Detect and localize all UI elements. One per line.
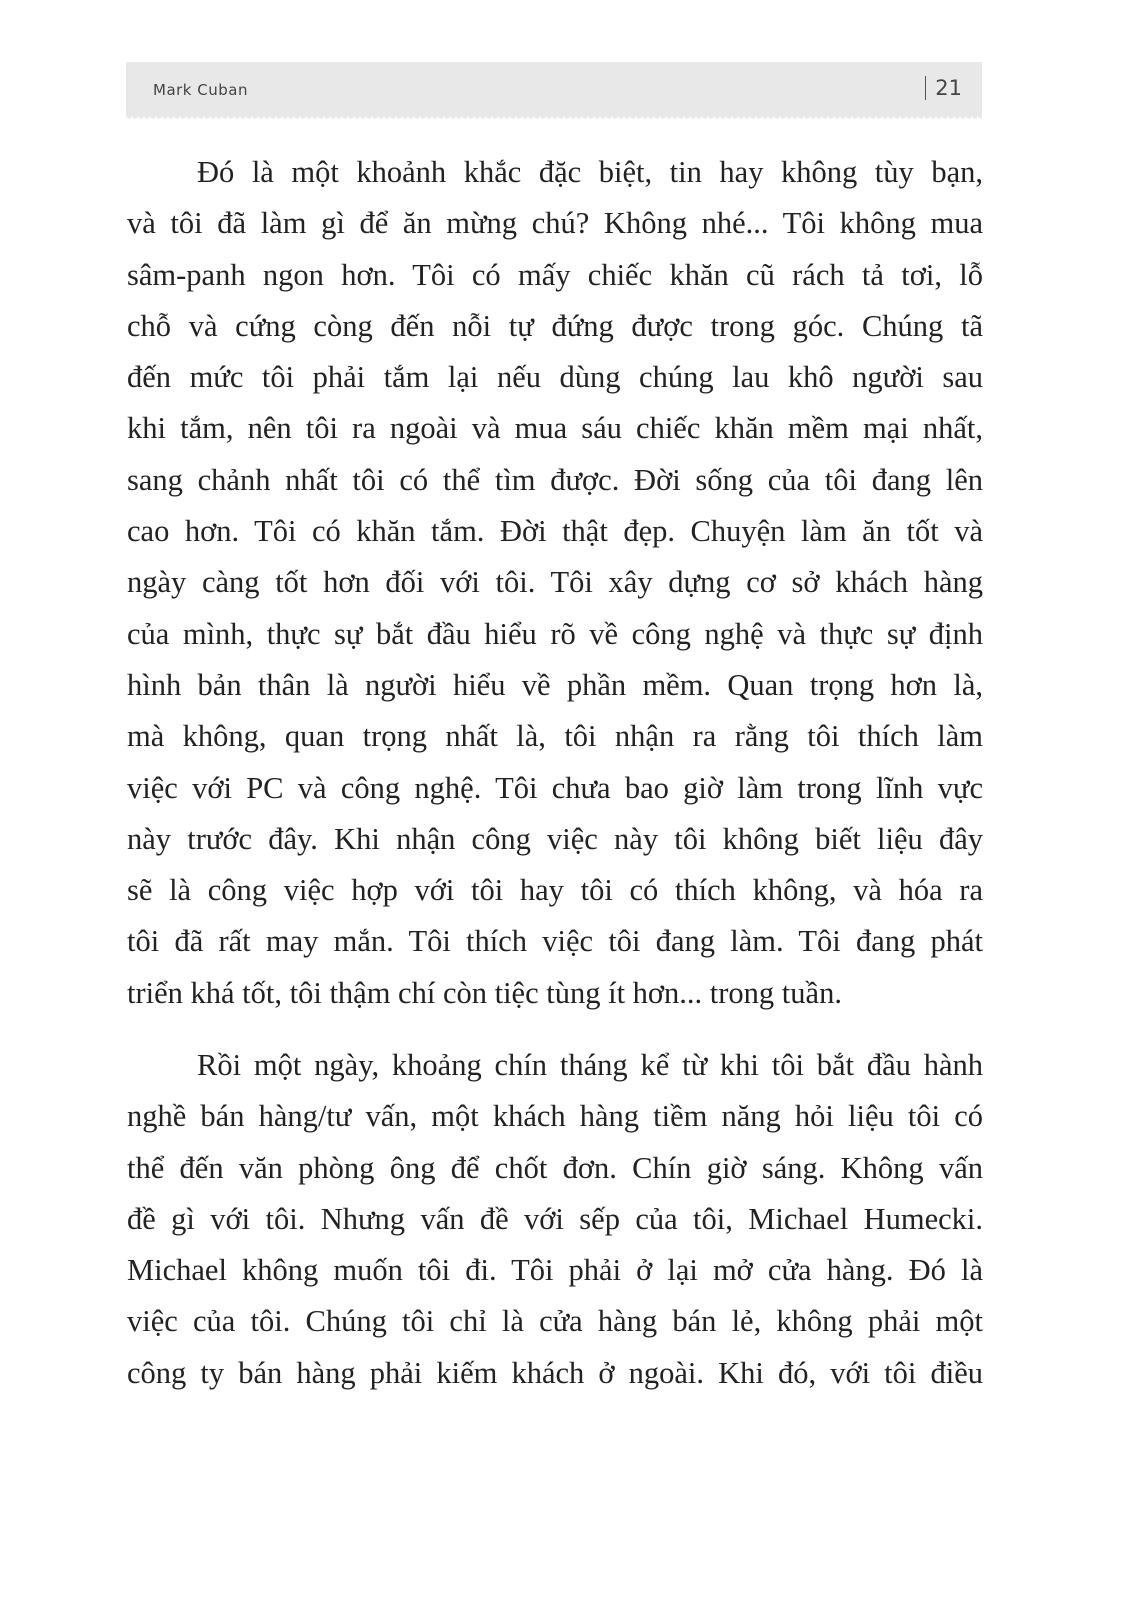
text-line: công ty bán hàng phải kiếm khách ở ngoài. Khi đó, với tôi điều [127, 1355, 983, 1390]
text-line: ngày càng tốt hơn đối với tôi. Tôi xây dựng cơ sở khách hàng [127, 565, 983, 600]
text-line: của mình, thực sự bắt đầu hiểu rõ về công nghệ và thực sự định [127, 616, 983, 651]
header-author: Mark Cuban [153, 81, 248, 99]
paragraph-2 [127, 1040, 983, 1399]
text-line: thể đến văn phòng ông để chốt đơn. Chín giờ sáng. Không vấn [127, 1150, 983, 1185]
text-line: sang chảnh nhất tôi có thể tìm được. Đời sống của tôi đang lên [127, 462, 983, 497]
text-line: mà không, quan trọng nhất là, tôi nhận ra rằng tôi thích làm [127, 719, 983, 754]
text-line: hình bản thân là người hiểu về phần mềm. Quan trọng hơn là, [127, 667, 983, 702]
text-line: Michael không muốn tôi đi. Tôi phải ở lại mở cửa hàng. Đó là [127, 1253, 983, 1288]
text-line: nghề bán hàng/tư vấn, một khách hàng tiềm năng hỏi liệu tôi có [127, 1099, 983, 1134]
text-line: Đó là một khoảnh khắc đặc biệt, tin hay không tùy bạn, [197, 155, 983, 189]
text-line: Rồi một ngày, khoảng chín tháng kể từ khi tôi bắt đầu hành [197, 1048, 983, 1082]
page-number: 21 [925, 76, 962, 100]
text-line: cao hơn. Tôi có khăn tắm. Đời thật đẹp. Chuyện làm ăn tốt và [127, 514, 983, 549]
text-line: chỗ và cứng còng đến nỗi tự đứng được trong góc. Chúng tã [127, 308, 983, 343]
running-header [126, 62, 982, 116]
text-line: và tôi đã làm gì để ăn mừng chú? Không nhé... Tôi không mua [127, 206, 983, 241]
text-line: triển khá tốt, tôi thậm chí còn tiệc tùng ít hơn... trong tuần. [127, 975, 842, 1010]
text-line: việc với PC và công nghệ. Tôi chưa bao giờ làm trong lĩnh vực [127, 770, 983, 805]
paragraph-1 [127, 147, 983, 1019]
text-line: tôi đã rất may mắn. Tôi thích việc tôi đang làm. Tôi đang phát [127, 924, 983, 959]
text-line: này trước đây. Khi nhận công việc này tôi không biết liệu đây [127, 821, 983, 856]
text-line: đến mức tôi phải tắm lại nếu dùng chúng lau khô người sau [127, 360, 983, 395]
text-line: đề gì với tôi. Nhưng vấn đề với sếp của tôi, Michael Humecki. [127, 1201, 983, 1236]
text-line: sâm-panh ngon hơn. Tôi có mấy chiếc khăn cũ rách tả tơi, lỗ [127, 257, 983, 292]
text-line: sẽ là công việc hợp với tôi hay tôi có thích không, và hóa ra [127, 873, 983, 908]
text-line: việc của tôi. Chúng tôi chỉ là cửa hàng bán lẻ, không phải một [127, 1304, 983, 1339]
text-line: khi tắm, nên tôi ra ngoài và mua sáu chiếc khăn mềm mại nhất, [127, 411, 983, 446]
